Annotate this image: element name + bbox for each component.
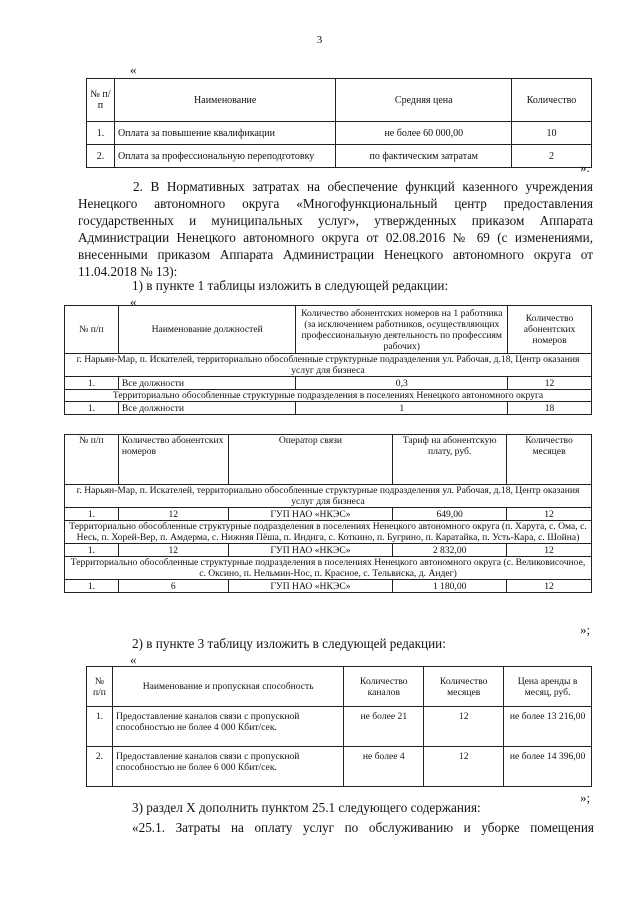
table1-closing-quote: ». [580, 160, 590, 175]
cell-count: 18 [508, 402, 592, 415]
cell-price: не более 60 000,00 [336, 122, 512, 145]
cell-months: 12 [424, 707, 504, 747]
item-2-text: 2) в пункте 3 таблицу изложить в следующей редакции: [132, 636, 446, 651]
cell-position: Все должности [118, 377, 296, 390]
section-row [65, 390, 592, 402]
header-avg-price: Средняя цена [336, 79, 512, 122]
cell-count: 6 [118, 580, 228, 593]
operator-tariffs-table [64, 434, 592, 593]
cell-number: 2. [87, 747, 113, 787]
header-operator: Оператор связи [228, 435, 393, 485]
item-4-text: «25.1. Затраты на оплату услуг по обслуживанию и уборке помещения [132, 820, 594, 835]
header-months: Количество месяцев [507, 435, 592, 485]
cell-months: 12 [424, 747, 504, 787]
header-tariff: Тариф на абонентскую плату, руб. [393, 435, 507, 485]
header-channels: Количество каналов [344, 667, 424, 707]
cell-months: 12 [507, 580, 592, 593]
cell-operator: ГУП НАО «НКЭС» [228, 544, 393, 557]
cell-channels: не более 21 [344, 707, 424, 747]
cell-months: 12 [507, 544, 592, 557]
cell-number: 1. [65, 580, 119, 593]
table-row [65, 580, 592, 593]
cell-name: Предоставление каналов связи с пропускной способностью не более 6 000 Кбит/сек. [112, 747, 343, 787]
header-positions: Наименование должностей [118, 306, 296, 354]
table-row [87, 145, 592, 168]
cell-number: 1. [65, 544, 119, 557]
cell-months: 12 [507, 508, 592, 521]
training-costs-table [86, 78, 592, 168]
section-naryan-mar: г. Нарьян-Мар, п. Искателей, территориально обособленные структурные подразделения ул. Рабочая, д.18, Центр оказания услуг для бизнеса [65, 354, 592, 377]
cell-tariff: 2 832,00 [393, 544, 507, 557]
cell-number: 1. [87, 122, 115, 145]
header-numbers-count: Количество абонентских номеров [508, 306, 592, 354]
opening-quote: « [130, 62, 137, 77]
table-row [65, 402, 592, 415]
section-row [65, 354, 592, 377]
table3-closing-quote: »; [580, 622, 591, 637]
opening-quote-2: « [130, 294, 137, 309]
cell-tariff: 1 180,00 [393, 580, 507, 593]
section-settlements: Территориально обособленные структурные подразделения в поселениях Ненецкого автономного округа [65, 390, 592, 402]
cell-per-worker: 0,3 [296, 377, 508, 390]
header-numbers-per-worker: Количество абонентских номеров на 1 работника (за исключением работников, осуществляющих профессиональную деятельность по профессиям рабочих) [296, 306, 508, 354]
cell-channels: не более 4 [344, 747, 424, 787]
header-name: Наименование [114, 79, 336, 122]
section-row [65, 557, 592, 580]
header-number: № п/п [87, 79, 115, 122]
section-row [65, 521, 592, 544]
section-settlements-b: Территориально обособленные структурные подразделения в поселениях Ненецкого автономного округа (с. Великовисочное, с. Оксино, п. Нельмин-Нос, п. Красное, с. Тельвиска, д. Андег) [65, 557, 592, 580]
cell-count: 12 [508, 377, 592, 390]
subscriber-numbers-table [64, 305, 592, 415]
cell-name: Предоставление каналов связи с пропускной способностью не более 4 000 Кбит/сек. [112, 707, 343, 747]
cell-count: 12 [118, 508, 228, 521]
cell-number: 1. [65, 377, 119, 390]
section-row [65, 485, 592, 508]
cell-name: Оплата за профессиональную переподготовку [114, 145, 336, 168]
table-header-row [65, 306, 592, 354]
table-row [65, 377, 592, 390]
cell-rent-price: не более 14 396,00 [504, 747, 592, 787]
cell-price: по фактическим затратам [336, 145, 512, 168]
table-row [65, 544, 592, 557]
cell-number: 1. [65, 402, 119, 415]
table-row [87, 707, 592, 747]
cell-per-worker: 1 [296, 402, 508, 415]
header-months: Количество месяцев [424, 667, 504, 707]
table-row [65, 508, 592, 521]
header-numbers-count: Количество абонентских номеров [118, 435, 228, 485]
table-header-row [87, 667, 592, 707]
cell-name: Оплата за повышение квалификации [114, 122, 336, 145]
header-number: № п/п [65, 306, 119, 354]
cell-rent-price: не более 13 216,00 [504, 707, 592, 747]
table-row [87, 747, 592, 787]
cell-number: 1. [87, 707, 113, 747]
paragraph-2: 2. В Нормативных затратах на обеспечение функций казенного учреждения Ненецкого автономного округа «Многофункциональный центр предоставления государственных и муниципальных услуг», утвержденных приказом Аппарата Администрации Ненецкого автономного округа от 02.08.2016 № 69 (с изменениями, внесенными приказом Аппарата Администрации Ненецкого автономного округа от 11.04.2018 № 13): [78, 179, 593, 279]
table-header-row [65, 435, 592, 485]
cell-number: 2. [87, 145, 115, 168]
header-rent-price: Цена аренды в месяц, руб. [504, 667, 592, 707]
cell-operator: ГУП НАО «НКЭС» [228, 580, 393, 593]
cell-quantity: 10 [512, 122, 592, 145]
cell-position: Все должности [118, 402, 296, 415]
item-1-text: 1) в пункте 1 таблицы изложить в следующей редакции: [132, 278, 449, 293]
section-settlements-a: Территориально обособленные структурные подразделения в поселениях Ненецкого автономного округа (п. Харута, с. Ома, с. Несь, п. Хорей-Вер, п. Амдерма, с. Нижняя Пёша, п. Индига, с. Коткино, п. Бугрино, п. Каратайка, п. Усть-Кара, с. Шойна) [65, 521, 592, 544]
cell-operator: ГУП НАО «НКЭС» [228, 508, 393, 521]
cell-tariff: 649,00 [393, 508, 507, 521]
cell-quantity: 2 [512, 145, 592, 168]
header-name-capacity: Наименование и пропускная способность [112, 667, 343, 707]
table-row [87, 122, 592, 145]
channels-rent-table [86, 666, 592, 787]
cell-count: 12 [118, 544, 228, 557]
opening-quote-3: « [130, 652, 137, 667]
cell-number: 1. [65, 508, 119, 521]
header-quantity: Количество [512, 79, 592, 122]
header-number: № п/п [87, 667, 113, 707]
section-naryan-mar: г. Нарьян-Мар, п. Искателей, территориально обособленные структурные подразделения ул. Рабочая, д.18, Центр оказания услуг для бизнеса [65, 485, 592, 508]
header-number: № п/п [65, 435, 119, 485]
item-3-text: 3) раздел X дополнить пунктом 25.1 следующего содержания: [132, 800, 481, 815]
page-number: 3 [316, 34, 323, 46]
table4-closing-quote: »; [580, 790, 591, 805]
table-header-row [87, 79, 592, 122]
